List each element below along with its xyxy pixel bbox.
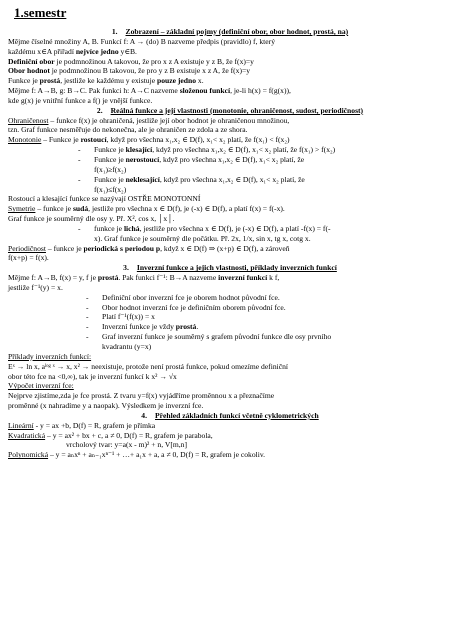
text: – y = aₙxⁿ + aₙ₋₁xⁿ⁻¹ + …+ a₁x + a, a ≠ 0, D(f) = R, grafem je cokoliv. bbox=[48, 450, 266, 460]
term-linearni: Lineární bbox=[8, 420, 34, 430]
paragraph: kde g(x) je vnitřní funkce a f() je vnější funkce. bbox=[8, 95, 153, 105]
section-number: 3. bbox=[123, 263, 129, 273]
paragraph bbox=[8, 116, 452, 126]
text: je podmnožinou B takovou, že pro y z B existuje x z A, že f(x)=y bbox=[49, 66, 251, 76]
list-item bbox=[8, 312, 452, 322]
paragraph bbox=[8, 57, 452, 67]
bullet-dash: - bbox=[78, 145, 81, 155]
section-title: Reálná funkce a její vlastnosti (monotonie, ohraničenost, sudost, periodičnost) bbox=[110, 105, 364, 115]
list-item bbox=[8, 332, 452, 352]
text: . bbox=[196, 322, 199, 332]
term-periodicnost: Periodičnost bbox=[8, 243, 46, 253]
bullet-dash: - bbox=[78, 174, 81, 184]
text: , když pro všechna x₁,x₂ ∈ D(f), x₁< x₂ platí, že bbox=[159, 154, 305, 164]
paragraph bbox=[8, 273, 452, 283]
paragraph: obor této fce na <0,∞), tak je inverzní funkcí k x² → √x bbox=[8, 371, 177, 381]
paragraph: Rostoucí a klesající funkce se nazývají OSTŘE MONOTONNÍ bbox=[8, 194, 201, 204]
paragraph: Eˣ → ln x, aˡᵒᵍ ˣ → x, x² → neexistuje, protože není prostá funkce, pokud omezíme definiční bbox=[8, 361, 289, 371]
bullet-dash: - bbox=[86, 292, 89, 302]
text: , jestliže pro všechna x ∈ D(f), je (-x) ∈ D(f), a platí f(x) = f(-x). bbox=[88, 204, 285, 214]
page-title: 1.semestr bbox=[14, 5, 67, 20]
text: k f, bbox=[267, 273, 280, 283]
text: každému x∈A přiřadí bbox=[8, 46, 76, 56]
list-item bbox=[8, 322, 452, 332]
paragraph bbox=[8, 204, 452, 214]
text: Inverzní funkce je vždy bbox=[102, 322, 176, 332]
bold-text: prostá bbox=[97, 273, 119, 283]
text: , jestliže pro všechna x ∈ D(f), je (-x) ∈ D(f), a platí -f(x) = f(- bbox=[139, 223, 331, 233]
text: Obor hodnot inverzní fce je definičním oborem původní fce. bbox=[102, 302, 286, 312]
bullet-dash: - bbox=[86, 332, 89, 342]
list-item bbox=[8, 175, 452, 195]
text: f(x₁)≥f(x₂) bbox=[94, 164, 127, 174]
text: , když pro všechna x₁,x₂ ∈ D(f), x₁< x₂ platí, že f(x₁) < f(x₂) bbox=[106, 135, 290, 145]
text: - y = ax +b, D(f) = R, grafem je přímka bbox=[33, 420, 156, 430]
text: Platí f⁻¹(f(x)) = x bbox=[102, 312, 155, 322]
text: f(x₁)≤f(x₂) bbox=[94, 184, 127, 194]
bold-text: rostoucí bbox=[80, 135, 107, 145]
section-title: Přehled základních funkcí včetně cyklometrických bbox=[155, 410, 319, 420]
text: Funkce je bbox=[94, 154, 126, 164]
section-2-heading bbox=[8, 106, 452, 116]
bold-text: pouze jedno bbox=[156, 76, 197, 86]
term-monotonie: Monotonie bbox=[8, 135, 42, 145]
text: – Funkce je bbox=[41, 135, 81, 145]
text: Funkce je bbox=[8, 76, 40, 86]
paragraph: vrcholový tvar: y=a(x - m)² + n, V[m,n] bbox=[66, 440, 187, 450]
term-obor-hodnot: Obor hodnot bbox=[8, 66, 50, 76]
text: Mějme f: A→B, f(x) = y, f je bbox=[8, 273, 98, 283]
text: – y = ax² + bx + c, a ≠ 0, D(f) = R, grafem je parabola, bbox=[45, 430, 213, 440]
text: je podmnožinou A takovou, že pro x z A existuje y z B, že f(x)=y bbox=[54, 56, 254, 66]
text: Funkce je bbox=[94, 145, 126, 155]
text: Mějme f: A→B, g: B→C. Pak funkci h: A→C nazveme bbox=[8, 86, 180, 96]
term-kvadraticka: Kvadratická bbox=[8, 430, 46, 440]
list-item bbox=[8, 303, 452, 313]
paragraph: Nejprve zjistíme,zda je fce prostá. Z tvaru y=f(x) vyjádříme proměnnou x a přeznačíme bbox=[8, 391, 275, 401]
text: Funkce je bbox=[94, 174, 126, 184]
paragraph: Mějme číselné množiny A, B. Funkcí f: A → (do) B nazveme předpis (pravidlo) f, který bbox=[8, 36, 275, 46]
paragraph: jestliže f⁻¹(y) = x. bbox=[8, 282, 63, 292]
paragraph: f(x+p) = f(x). bbox=[8, 253, 49, 263]
paragraph bbox=[8, 431, 452, 441]
bullet-dash: - bbox=[78, 154, 81, 164]
list-item bbox=[8, 155, 452, 175]
term-symetrie: Symetrie bbox=[8, 204, 36, 214]
text: funkce je bbox=[94, 223, 124, 233]
paragraph bbox=[8, 421, 452, 431]
text: , když pro všechna x₁,x₂ ∈ D(f), x₁< x₂ platí, že bbox=[159, 174, 305, 184]
paragraph bbox=[8, 450, 452, 460]
paragraph: proměnné (x nahradíme y a naopak). Výsledkem je inverzní fce. bbox=[8, 401, 204, 411]
list-item bbox=[8, 224, 452, 244]
bold-text: sudá bbox=[72, 204, 89, 214]
text: , jestliže ke každému y existuje bbox=[60, 76, 157, 86]
bullet-dash: - bbox=[78, 223, 81, 233]
text: Graf inverzní funkce je souměrný s grafem původní funkce dle osy prvního bbox=[102, 332, 332, 342]
paragraph: Graf funkce je souměrný dle osy y. Př. X², cos x, │x│. bbox=[8, 214, 175, 224]
term-definicni-obor: Definiční obor bbox=[8, 56, 55, 66]
bullet-dash: - bbox=[86, 312, 89, 322]
section-title: Zobrazení – základní pojmy (definiční obor, obor hodnot, prostá, na) bbox=[125, 27, 349, 36]
bullet-dash: - bbox=[86, 322, 89, 332]
bold-text: složenou funkcí bbox=[179, 86, 231, 96]
bold-text: nejvíce jedno bbox=[75, 46, 119, 56]
section-number: 4. bbox=[141, 410, 147, 420]
paragraph bbox=[8, 244, 452, 254]
bold-text: prostá bbox=[175, 322, 197, 332]
text: , když pro všechna x₁,x₂ ∈ D(f), x₁< x₂ platí, že f(x₁) > f(x₂) bbox=[152, 145, 336, 155]
text: – funkce f(x) je ohraničená, jestliže její obor hodnot je ohraničenou množinou, bbox=[48, 115, 290, 125]
text: kvadrantu (y=x) bbox=[102, 342, 152, 351]
paragraph bbox=[8, 66, 452, 76]
bold-text: periodická s periodou p bbox=[83, 243, 161, 253]
text: . Pak funkci f⁻¹: B→A nazveme bbox=[118, 273, 219, 283]
text: – funkce je bbox=[45, 243, 84, 253]
bold-text: prostá bbox=[39, 76, 61, 86]
bold-text: lichá bbox=[123, 223, 140, 233]
section-number: 1. bbox=[111, 27, 118, 36]
paragraph bbox=[8, 86, 452, 96]
section-3-heading bbox=[8, 263, 452, 273]
bold-text: klesající bbox=[125, 145, 153, 155]
term-ohranicenost: Ohraničenost bbox=[8, 115, 49, 125]
list-item bbox=[8, 145, 452, 155]
text: – funkce je bbox=[35, 204, 73, 214]
list-item bbox=[8, 293, 452, 303]
text: y∈B. bbox=[118, 46, 137, 56]
term-polynomicka: Polynomická bbox=[8, 450, 49, 460]
bullet-dash: - bbox=[86, 302, 89, 312]
section-1-heading bbox=[8, 27, 452, 37]
subheading-calculation: Výpočet inverzní fce: bbox=[8, 381, 74, 391]
section-number: 2. bbox=[96, 105, 103, 115]
text: , když x ∈ D(f) ⇒ (x+p) ∈ D(f), a zároveň bbox=[160, 243, 290, 253]
bold-text: nerostoucí bbox=[125, 154, 160, 164]
text: x). Graf funkce je souměrný dle počátku. Př. 2x, 1/x, sin x, tg x, cotg x. bbox=[94, 233, 311, 243]
text: x. bbox=[196, 76, 204, 86]
bold-text: inverzní funkcí bbox=[218, 273, 268, 283]
text: , je-li h(x) = f(g(x)), bbox=[230, 86, 291, 96]
bold-text: neklesající bbox=[125, 174, 160, 184]
paragraph bbox=[8, 76, 452, 86]
section-4-heading bbox=[8, 411, 452, 421]
text: Definiční obor inverzní fce je oborem hodnot původní fce. bbox=[102, 292, 280, 302]
paragraph bbox=[8, 135, 452, 145]
subheading-examples: Příklady inverzních funkcí: bbox=[8, 351, 92, 361]
paragraph: tzn. Graf funkce nesměřuje do nekonečna, ale je ohraničen ze zdola a ze shora. bbox=[8, 125, 248, 135]
section-title: Inverzní funkce a jejich vlastnosti, příklady inverzních funkcí bbox=[136, 263, 337, 273]
paragraph bbox=[8, 47, 452, 57]
